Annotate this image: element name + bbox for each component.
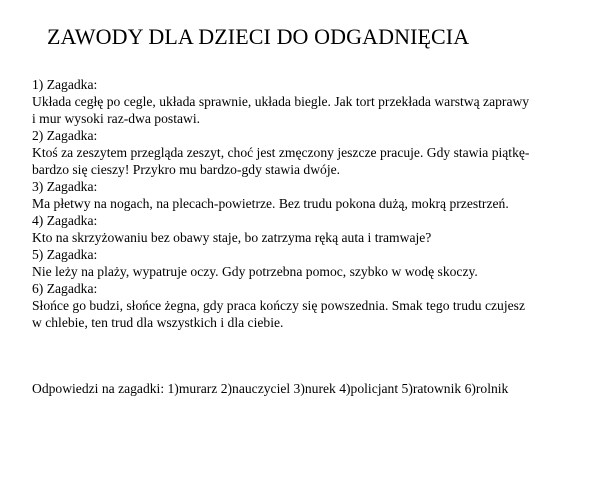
riddle-header: 1) Zagadka: <box>32 77 98 92</box>
answers-line: Odpowiedzi na zagadki: 1)murarz 2)nauczyciel 3)nurek 4)policjant 5)ratownik 6)rolnik <box>32 381 509 396</box>
riddle-header: 2) Zagadka: <box>32 128 98 143</box>
riddle-item <box>32 178 572 212</box>
riddle-header: 4) Zagadka: <box>32 213 98 228</box>
riddle-text-line: Ktoś za zeszytem przegląda zeszyt, choć jest zmęczony jeszcze pracuje. Gdy stawia piątkę- <box>32 145 530 160</box>
riddle-text-line: Nie leży na plaży, wypatruje oczy. Gdy potrzebna pomoc, szybko w wodę skoczy. <box>32 264 478 279</box>
riddle-text-line: w chlebie, ten trud dla wszystkich i dla ciebie. <box>32 315 284 330</box>
riddle-header: 6) Zagadka: <box>32 281 98 296</box>
riddle-item <box>32 76 572 127</box>
riddle-list <box>32 76 572 331</box>
document-title: ZAWODY DLA DZIECI DO ODGADNIĘCIA <box>47 24 470 49</box>
riddle-header: 3) Zagadka: <box>32 179 98 194</box>
riddle-item <box>32 246 572 280</box>
riddle-item <box>32 280 572 331</box>
riddle-text-line: Układa cegłę po cegle, układa sprawnie, układa biegle. Jak tort przekłada warstwą zaprawy <box>32 94 530 109</box>
riddle-item <box>32 127 572 178</box>
riddle-header: 5) Zagadka: <box>32 247 98 262</box>
riddle-text-line: Słońce go budzi, słońce żegna, gdy praca kończy się powszednia. Smak tego trudu czujesz <box>32 298 525 313</box>
riddle-text-line: Ma płetwy na nogach, na plecach-powietrze. Bez trudu pokona dużą, mokrą przestrzeń. <box>32 196 509 211</box>
riddle-text-line: i mur wysoki raz-dwa postawi. <box>32 111 200 126</box>
riddle-text-line: Kto na skrzyżowaniu bez obawy staje, bo zatrzyma ręką auta i tramwaje? <box>32 230 432 245</box>
riddle-item <box>32 212 572 246</box>
riddle-text-line: bardzo się cieszy! Przykro mu bardzo-gdy stawia dwóje. <box>32 162 341 177</box>
